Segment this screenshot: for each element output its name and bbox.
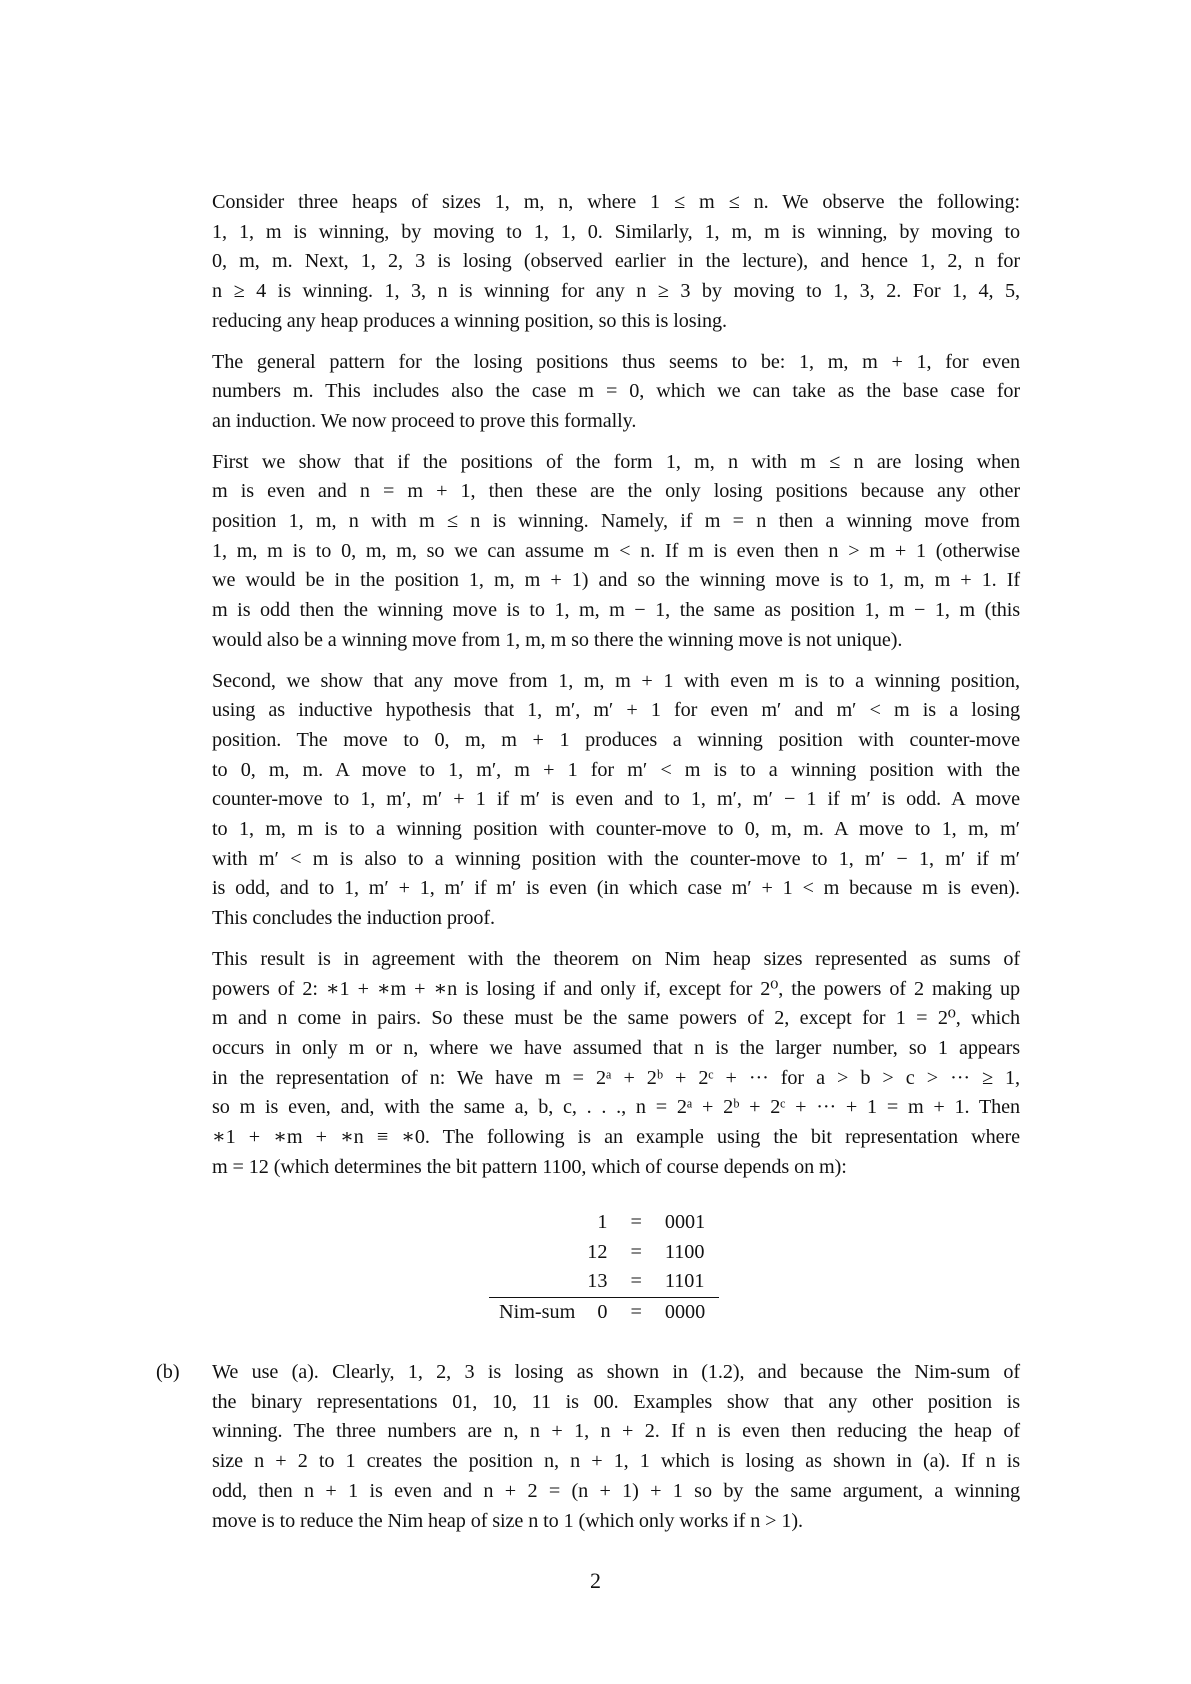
paragraph-second-proof-step — [212, 667, 1020, 934]
text-line: 1, m, m is to 0, m, m, so we can assume m < n. If m is even then n > m + 1 (otherwise — [212, 539, 1020, 562]
text-line: m and n come in pairs. So these must be the same powers of 2, except for 1 = 2⁰, which — [212, 1007, 1020, 1030]
text-line: Second, we show that any move from 1, m, m + 1 with even m is to a winning position, — [212, 669, 1020, 692]
text-line: m = 12 (which determines the bit pattern 1100, which of course depends on m): — [212, 1155, 847, 1178]
paragraph-general-pattern — [212, 348, 1020, 437]
equals-sign: = — [630, 1211, 642, 1233]
text-line: n ≥ 4 is winning. 1, 3, n is winning for any n ≥ 3 by moving to 1, 3, 2. For 1, 4, 5, — [212, 280, 1020, 303]
text-line: 0, m, m. Next, 1, 2, 3 is losing (observed earlier in the lecture), and hence 1, 2, n for — [212, 250, 1020, 273]
equals-sign: = — [616, 1298, 655, 1328]
nim-sum-row — [489, 1298, 719, 1328]
text-line: we would be in the position 1, m, m + 1) and so the winning move is to 1, m, m + 1. If — [212, 569, 1020, 592]
text-line: Consider three heaps of sizes 1, m, n, where 1 ≤ m ≤ n. We observe the following: — [212, 191, 1020, 213]
text-line: position 1, m, n with m ≤ n is winning. Namely, if m = n then a winning move from — [212, 510, 1020, 533]
page-number: 2 — [590, 1568, 601, 1593]
nim-sum-bit-table — [489, 1208, 719, 1328]
text-line: move is to reduce the Nim heap of size n to 1 (which only works if n > 1). — [212, 1509, 803, 1532]
text-line: to 1, m, m is to a winning position with counter-move to 0, m, m. A move to 1, m, m′ — [212, 818, 1020, 841]
text-line: winning. The three numbers are n, n + 1, n + 2. If n is even then reducing the heap of — [212, 1420, 1020, 1443]
nim-sum-label: Nim-sum — [489, 1298, 587, 1328]
row-label — [489, 1267, 587, 1297]
text-line: This result is in agreement with the theorem on Nim heap sizes represented as sums of — [212, 947, 1020, 970]
heap-value: 13 — [587, 1270, 608, 1293]
text-line: so m is even, and, with the same a, b, c, . . ., n = 2ᵃ + 2ᵇ + 2ᶜ + ··· + 1 = m + 1. Then — [212, 1096, 1020, 1119]
row-label — [489, 1208, 587, 1238]
text-line: reducing any heap produces a winning position, so this is losing. — [212, 309, 727, 332]
text-line: to 0, m, m. A move to 1, m′, m + 1 for m′ < m is to a winning position with the — [212, 758, 1020, 781]
table-row — [489, 1267, 719, 1297]
text-line: First we show that if the positions of the form 1, m, n with m ≤ n are losing when — [212, 450, 1020, 473]
text-line: with m′ < m is also to a winning position with the counter-move to 1, m′ − 1, m′ if m′ — [212, 847, 1020, 870]
heap-value: 1 — [597, 1211, 608, 1233]
paragraph-first-proof-step — [212, 448, 1020, 656]
text-line: would also be a winning move from 1, m, m so there the winning move is not unique). — [212, 628, 903, 651]
table-row — [489, 1208, 719, 1238]
text-line: is odd, and to 1, m′ + 1, m′ if m′ is even (in which case m′ + 1 < m because m is even). — [212, 877, 1020, 900]
paragraph-heaps-observation — [212, 188, 1020, 337]
text-line: counter-move to 1, m′, m′ + 1 if m′ is even and to 1, m′, m′ − 1 if m′ is odd. A move — [212, 788, 1020, 811]
text-line: occurs in only m or n, where we have assumed that n is the larger number, so 1 appears — [212, 1036, 1020, 1059]
text-line: We use (a). Clearly, 1, 2, 3 is losing as shown in (1.2), and because the Nim-sum of — [212, 1361, 1020, 1383]
text-line: m is even and n = m + 1, then these are the only losing positions because any other — [212, 480, 1020, 503]
text-line: position. The move to 0, m, m + 1 produces a winning position with counter-move — [212, 728, 1020, 751]
equals-sign: = — [630, 1270, 642, 1293]
table-row — [489, 1238, 719, 1268]
text-line: m is odd then the winning move is to 1, m, m − 1, the same as position 1, m − 1, m (this — [212, 599, 1020, 622]
text-line: 1, 1, m is winning, by moving to 1, 1, 0. Similarly, 1, m, m is winning, by moving to — [212, 220, 1020, 243]
part-b-label: (b) — [156, 1361, 180, 1383]
text-line: an induction. We now proceed to prove this formally. — [212, 409, 637, 432]
bit-pattern: 0001 — [664, 1211, 706, 1233]
bit-pattern: 1100 — [664, 1240, 705, 1263]
nim-sum-value: 0 — [587, 1298, 616, 1328]
text-line: in the representation of n: We have m = 2ᵃ + 2ᵇ + 2ᶜ + ··· for a > b > c > ··· ≥ 1, — [212, 1066, 1020, 1089]
text-line: using as inductive hypothesis that 1, m′, m′ + 1 for even m′ and m′ < m is a losing — [212, 699, 1020, 722]
bit-pattern: 0000 — [656, 1298, 719, 1328]
text-line: The general pattern for the losing positions thus seems to be: 1, m, m + 1, for even — [212, 350, 1020, 373]
text-line: size n + 2 to 1 creates the position n, n + 1, 1 which is losing as shown in (a). If n is — [212, 1450, 1020, 1473]
text-line: powers of 2: ∗1 + ∗m + ∗n is losing if and only if, except for 2⁰, the powers of 2 making up — [212, 977, 1020, 1000]
paragraph-nim-theorem — [212, 945, 1020, 1183]
row-label — [489, 1238, 587, 1268]
text-line: ∗1 + ∗m + ∗n ≡ ∗0. The following is an example using the bit representation where — [212, 1126, 1020, 1149]
bit-pattern: 1101 — [664, 1270, 705, 1293]
text-line: the binary representations 01, 10, 11 is 00. Examples show that any other position is — [212, 1390, 1020, 1413]
text-line: odd, then n + 1 is even and n + 2 = (n + 1) + 1 so by the same argument, a winning — [212, 1479, 1020, 1502]
text-line: This concludes the induction proof. — [212, 907, 495, 930]
document-body — [212, 188, 1020, 1194]
heap-value: 12 — [587, 1240, 608, 1263]
part-b-text — [212, 1358, 1020, 1536]
text-line: numbers m. This includes also the case m = 0, which we can take as the base case for — [212, 380, 1020, 403]
equals-sign: = — [630, 1240, 642, 1263]
